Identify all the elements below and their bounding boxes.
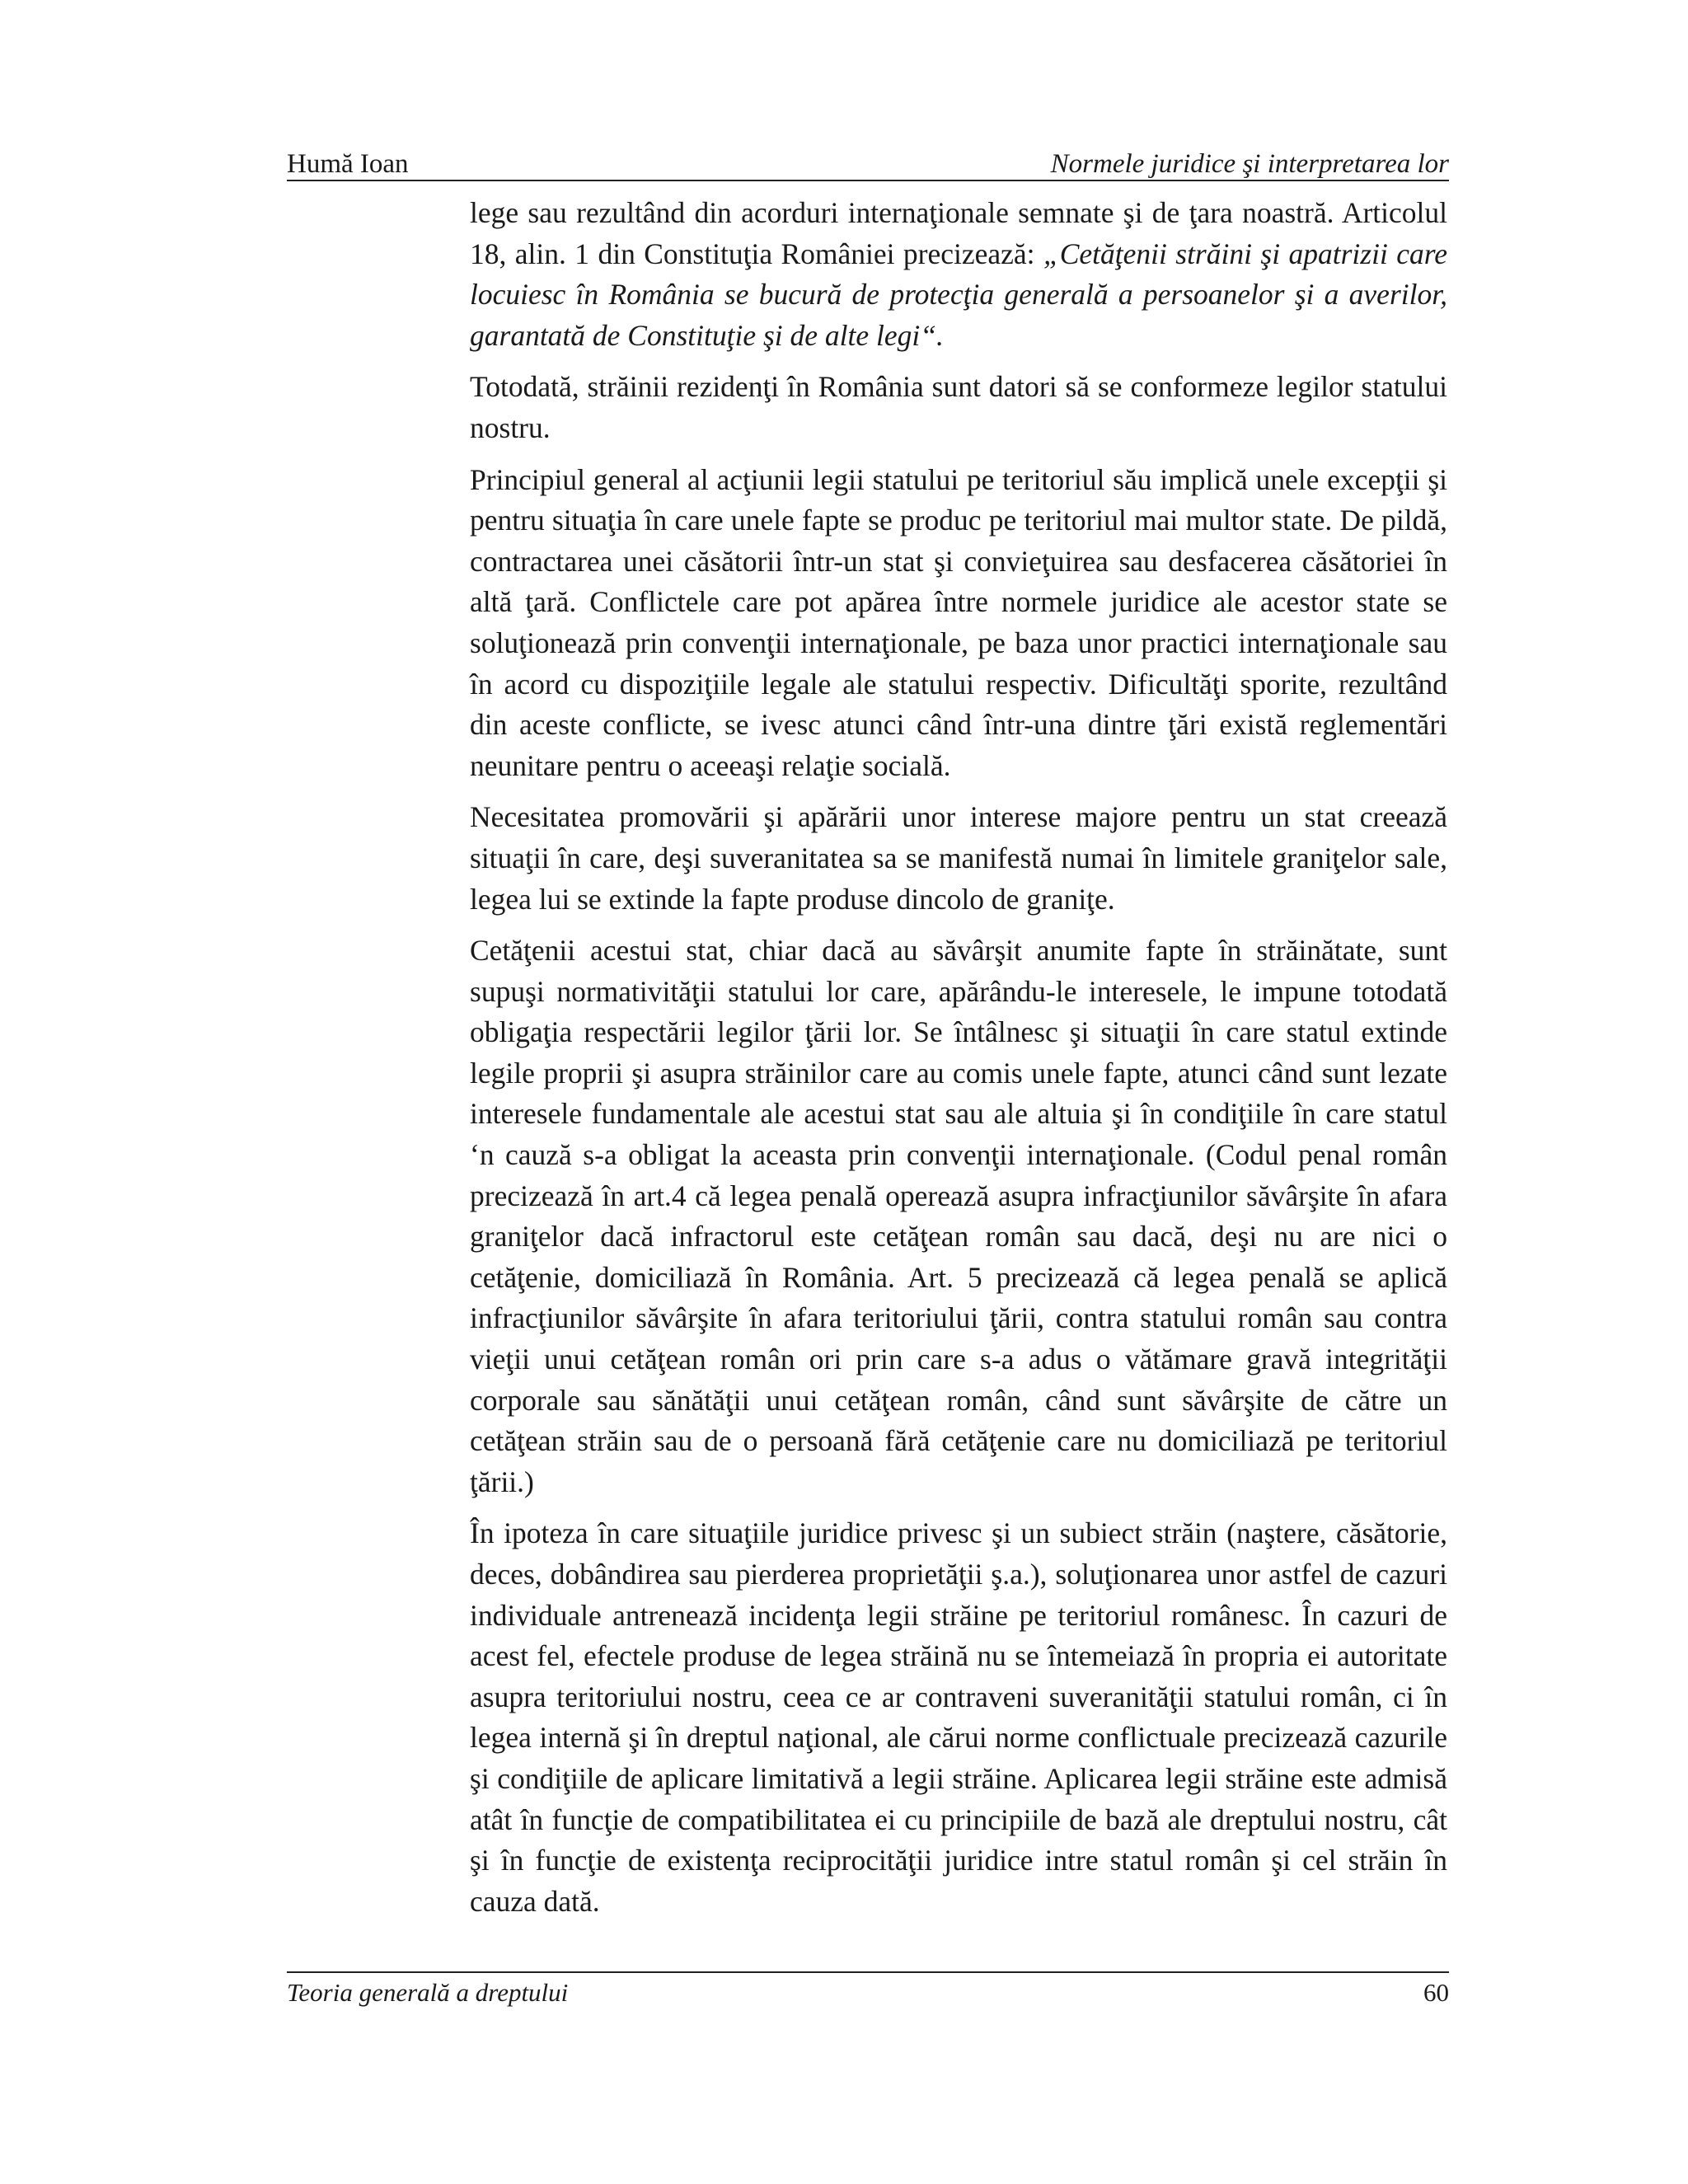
paragraph-3: Principiul general al acţiunii legii statului pe teritoriul său implică unele excepţii şi pentru situaţia în care unele fapte se produc pe teritoriul mai multor state. De pildă, contractarea unei căsătorii într-un stat şi convieţuirea sau desfacerea căsătoriei în altă ţară. Conflictele care pot apărea între normele juridice ale acestor state se soluţionează prin convenţii internaţionale, pe baza unor practici internaţionale sau în acord cu dispoziţiile legale ale statului respectiv. Dificultăţi sporite, rezultând din aceste conflicte, se ivesc atunci când într-una dintre ţări există reglementări neunitare pentru o aceeaşi relaţie socială. bbox=[470, 462, 1447, 782]
paragraph-4: Necesitatea promovării şi apărării unor interese majore pentru un stat creează situaţii în care, deşi suveranitatea sa se manifestă numai în limitele graniţelor sale, legea lui se extinde la fapte produse dincolo de graniţe. bbox=[470, 800, 1447, 916]
paragraph-1 bbox=[470, 193, 1447, 356]
paragraph-5: Cetăţenii acestui stat, chiar dacă au săvârşit anumite fapte în străinătate, sunt supuşi normativităţii statului lor care, apărându-le interesele, le impune totodată obligaţia respectării legilor ţării lor. Se întâlnesc şi situaţii în care statul extinde legile proprii şi asupra străinilor care au comis unele fapte, atunci când sunt lezate interesele fundamentale ale acestui stat sau ale altuia şi în condiţiile în care statul ‘n cauză s-a obligat la aceasta prin convenţii internaţionale. (Codul penal român precizează în art.4 că legea penală operează asupra infracţiunilor săvârşite în afara graniţelor dacă infractorul este cetăţean român sau dacă, deşi nu are nici o cetăţenie, domiciliază în România. Art. 5 precizează că legea penală se aplică infracţiunilor săvârşite în afara teritoriului ţării, contra statului român sau contra vieţii unui cetăţean român ori prin care s-a adus o vătămare gravă integrităţii corporale sau sănătăţii unui cetăţean român, când sunt săvârşite de către un cetăţean străin sau de o persoană fără cetăţenie care nu domiciliază pe teritoriul ţării.) bbox=[470, 934, 1447, 1498]
paragraph-2: Totodată, străinii rezidenţi în România sunt datori să se conformeze legilor statului nostru. bbox=[470, 370, 1447, 444]
header-author: Humă Ioan bbox=[287, 149, 409, 179]
constitution-quote: „Cetăţenii străini şi apatrizii care locuiesc în România se bucură de protecţia generală a persoanelor şi a averilor, garantată de Constituţie şi de alte legi“. bbox=[470, 237, 1447, 352]
footer-book-title: Teoria generală a dreptului bbox=[287, 1978, 569, 2007]
paragraph-1-text: lege sau rezultând din acorduri internaţionale semnate şi de ţara noastră. Articolul 18, alin. 1 din Constituţia României precizează: bbox=[470, 196, 1447, 270]
header-chapter-title: Normele juridice şi interpretarea lor bbox=[1050, 149, 1449, 179]
page-number: 60 bbox=[1423, 1978, 1449, 2007]
main-text bbox=[470, 193, 1447, 1933]
page-header bbox=[287, 142, 1449, 181]
paragraph-6: În ipoteza în care situaţiile juridice privesc şi un subiect străin (naştere, căsătorie, deces, dobândirea sau pierderea proprietăţii ş.a.), soluţionarea unor astfel de cazuri individuale antrenează incidenţa legii străine pe teritoriul românesc. În cazuri de acest fel, efectele produse de legea străină nu se întemeiază în propria ei autoritate asupra teritoriului nostru, ceea ce ar contraveni suveranităţii statului român, ci în legea internă şi în dreptul naţional, ale cărui norme conflictuale precizează cazurile şi condiţiile de aplicare limitativă a legii străine. Aplicarea legii străine este admisă atât în funcţie de compatibilitatea ei cu principiile de bază ale dreptului nostru, cât şi în funcţie de existenţa reciprocităţii juridice intre statul român şi cel străin în cauza dată. bbox=[470, 1516, 1447, 1918]
page-footer bbox=[287, 1971, 1449, 2011]
